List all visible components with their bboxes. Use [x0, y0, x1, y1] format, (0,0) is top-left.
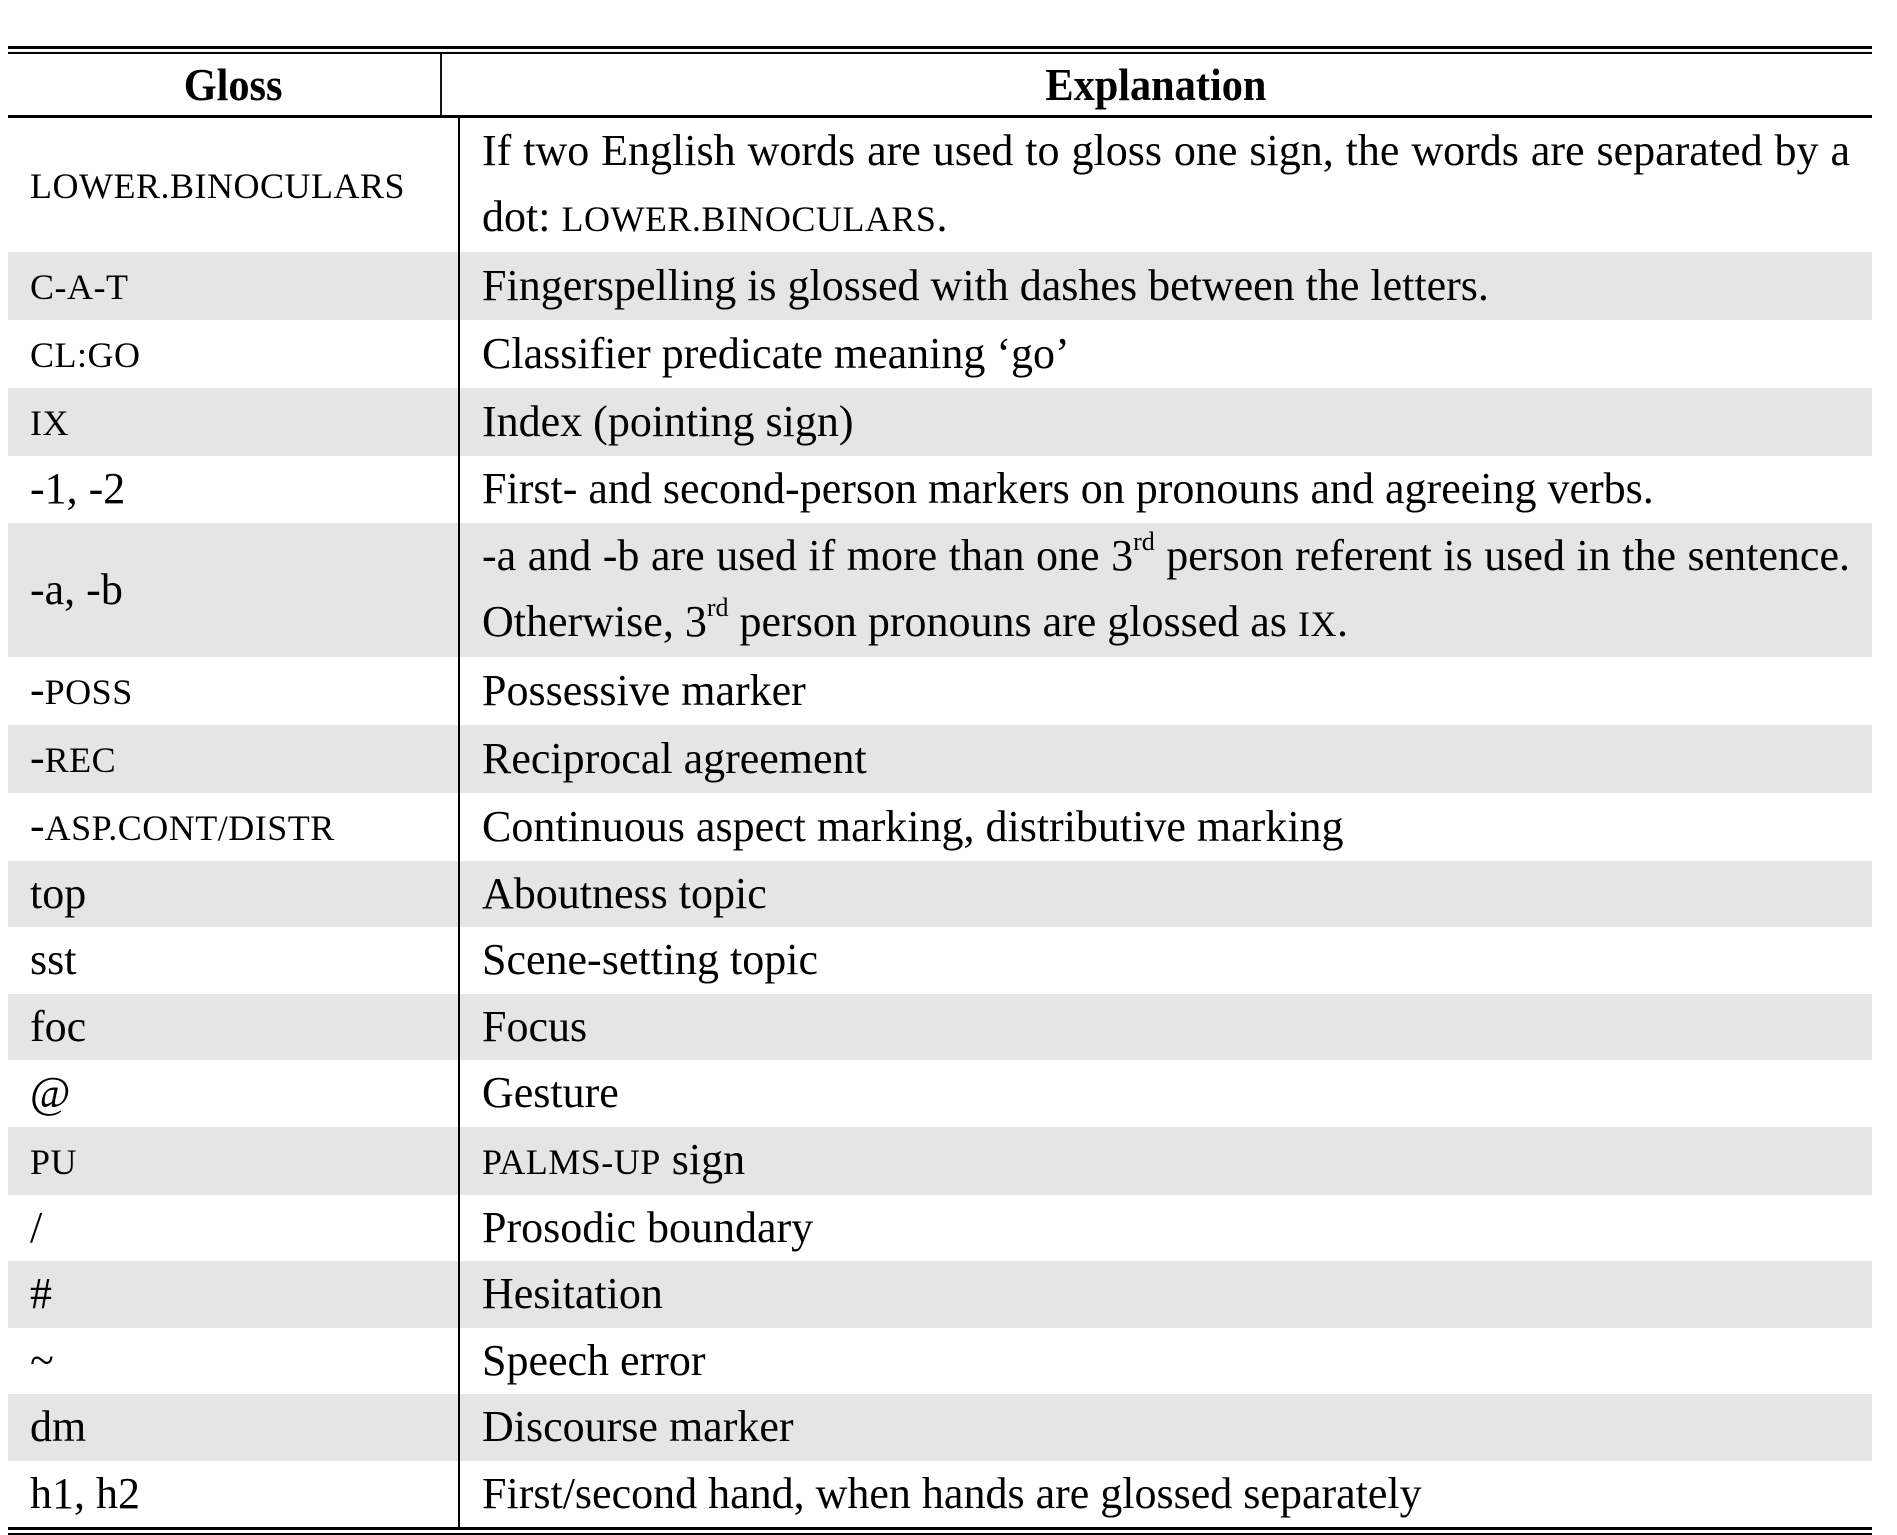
gloss-cell [8, 523, 460, 657]
explanation-text: Scene-setting topic [482, 935, 819, 985]
gloss-text: CL:GO [30, 335, 141, 375]
explanation-text: First- and second-person markers on pronouns and agreeing verbs. [482, 464, 1654, 514]
explanation-cell [460, 1328, 1872, 1395]
gloss-cell [8, 1127, 460, 1195]
explanation-cell [460, 1195, 1872, 1262]
gloss-text: -ASP.CONT/DISTR [30, 800, 335, 850]
gloss-cell [8, 252, 460, 320]
explanation-text: Prosodic boundary [482, 1202, 814, 1252]
table-row [8, 388, 1872, 456]
gloss-cell [8, 1261, 460, 1328]
top-double-rule [8, 46, 1872, 54]
explanation-text: -a and -b are used if more than one 3rd person referent is used in the sentence. Otherwise, 3rd person pronouns are glossed as IX. [482, 526, 1850, 646]
explanation-cell [460, 320, 1872, 388]
gloss-cell [8, 456, 460, 523]
table-row [8, 320, 1872, 388]
gloss-text: dm [30, 1402, 87, 1452]
explanation-text: Classifier predicate meaning ‘go’ [482, 329, 1070, 378]
gloss-text: LOWER.BINOCULARS [30, 166, 405, 206]
table-row [8, 1060, 1872, 1127]
explanation-cell [460, 456, 1872, 523]
explanation-cell [460, 1394, 1872, 1461]
table-row [8, 523, 1872, 657]
gloss-cell [8, 1394, 460, 1461]
table-row [8, 456, 1872, 523]
gloss-cell [8, 1195, 460, 1262]
gloss-cell [8, 118, 460, 252]
explanation-text: Gesture [482, 1068, 619, 1118]
explanation-text: Speech error [482, 1335, 706, 1385]
gloss-text: -POSS [30, 664, 133, 714]
table-row [8, 252, 1872, 320]
explanation-cell [460, 388, 1872, 456]
gloss-cell [8, 927, 460, 994]
explanation-text: Continuous aspect marking, distributive marking [482, 801, 1344, 851]
gloss-text: / [30, 1202, 43, 1252]
table-row [8, 1328, 1872, 1395]
table-row [8, 1461, 1872, 1528]
explanation-cell [460, 793, 1872, 861]
gloss-text: foc [30, 1001, 87, 1051]
table-header [8, 54, 1872, 118]
explanation-text: Hesitation [482, 1269, 663, 1319]
table-row [8, 1127, 1872, 1195]
explanation-text: If two English words are used to gloss one sign, the words are separated by a dot: LOWER.BINOCULARS. [482, 126, 1850, 241]
table-row [8, 725, 1872, 793]
gloss-cell [8, 861, 460, 928]
explanation-text: Index (pointing sign) [482, 397, 854, 446]
table-row [8, 657, 1872, 725]
header-gloss: Gloss [26, 54, 442, 115]
gloss-cell [8, 793, 460, 861]
explanation-cell [460, 1261, 1872, 1328]
explanation-cell [460, 927, 1872, 994]
explanation-cell [460, 1127, 1872, 1195]
gloss-text: PU [30, 1141, 78, 1182]
explanation-text: Discourse marker [482, 1402, 794, 1452]
gloss-cell [8, 1461, 460, 1528]
explanation-cell [460, 523, 1872, 657]
table-body [8, 118, 1872, 1527]
gloss-text: ~ [30, 1335, 54, 1385]
explanation-text: Possessive marker [482, 665, 806, 715]
gloss-text: h1, h2 [30, 1468, 140, 1518]
gloss-text: # [30, 1269, 52, 1319]
gloss-cell [8, 1060, 460, 1127]
gloss-text: top [30, 868, 87, 918]
gloss-text: -a, -b [30, 564, 123, 614]
explanation-text: Reciprocal agreement [482, 733, 867, 783]
table-row [8, 1261, 1872, 1328]
bottom-double-rule [8, 1527, 1872, 1535]
explanation-cell [460, 657, 1872, 725]
explanation-text: PALMS-UP sign [482, 1134, 746, 1184]
table-row [8, 1394, 1872, 1461]
table-row [8, 118, 1872, 252]
gloss-text: @ [30, 1068, 71, 1118]
explanation-cell [460, 725, 1872, 793]
explanation-cell [460, 252, 1872, 320]
explanation-cell [460, 1060, 1872, 1127]
header-explanation: Explanation [1045, 59, 1267, 110]
gloss-text: -1, -2 [30, 464, 126, 514]
explanation-text: First/second hand, when hands are glossed separately [482, 1468, 1422, 1518]
gloss-cell [8, 994, 460, 1061]
gloss-table [8, 46, 1872, 1535]
gloss-text: -REC [30, 732, 117, 782]
explanation-text: Aboutness topic [482, 868, 767, 918]
gloss-text: sst [30, 935, 77, 985]
gloss-cell [8, 388, 460, 456]
explanation-cell [460, 994, 1872, 1061]
explanation-text: Fingerspelling is glossed with dashes between the letters. [482, 261, 1489, 310]
table-row [8, 861, 1872, 928]
gloss-cell [8, 725, 460, 793]
gloss-cell [8, 657, 460, 725]
gloss-cell [8, 1328, 460, 1395]
explanation-cell [460, 118, 1872, 252]
explanation-cell [460, 1461, 1872, 1528]
table-row [8, 1195, 1872, 1262]
table-row [8, 927, 1872, 994]
table-row [8, 793, 1872, 861]
gloss-cell [8, 320, 460, 388]
explanation-text: Focus [482, 1001, 588, 1051]
table-row [8, 994, 1872, 1061]
explanation-cell [460, 861, 1872, 928]
gloss-text: IX [30, 403, 69, 443]
gloss-text: C-A-T [30, 267, 129, 307]
